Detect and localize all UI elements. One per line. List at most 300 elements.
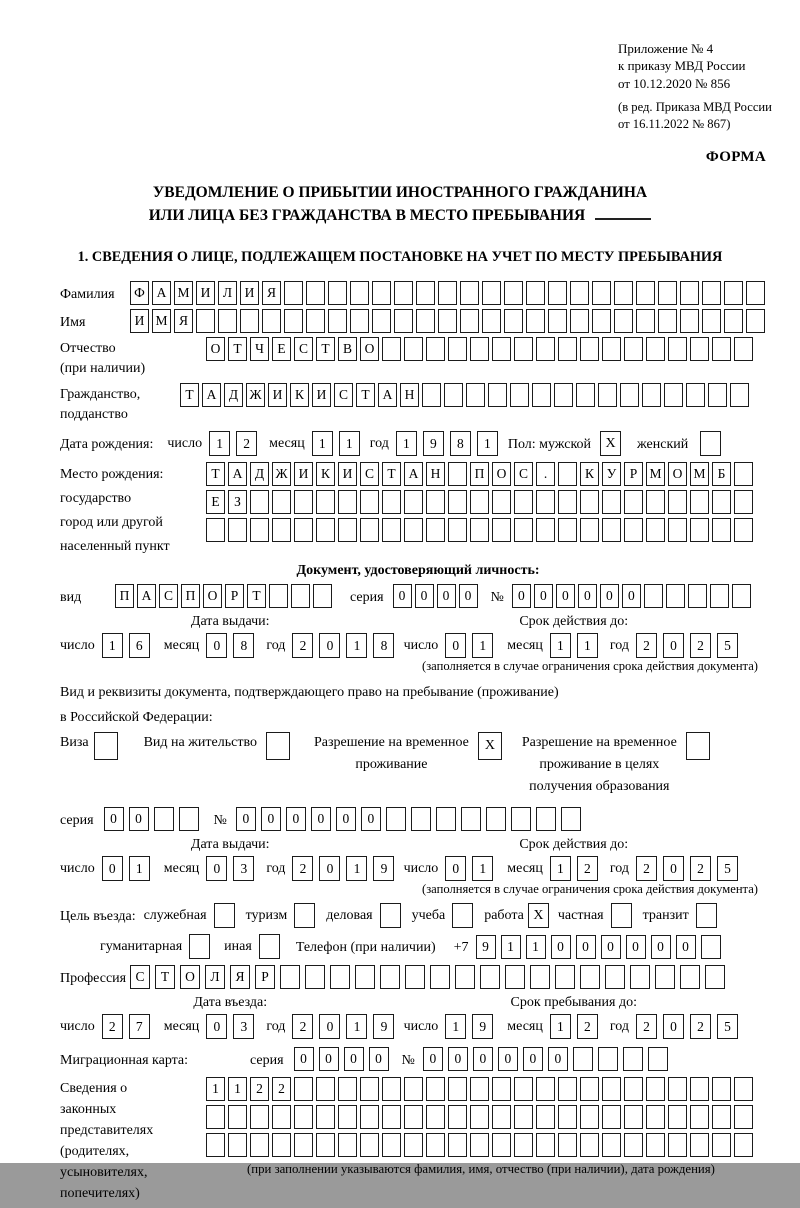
form-cell[interactable] — [554, 383, 573, 407]
form-cell[interactable] — [426, 1105, 445, 1129]
form-cell[interactable]: Л — [205, 965, 225, 989]
form-cell[interactable] — [614, 309, 633, 333]
form-cell[interactable]: Е — [272, 337, 291, 361]
form-cell[interactable] — [262, 309, 281, 333]
form-cell[interactable] — [705, 965, 725, 989]
form-cell[interactable] — [514, 337, 533, 361]
form-cell[interactable]: 1 — [346, 856, 367, 881]
form-cell[interactable] — [724, 309, 743, 333]
form-cell[interactable]: И — [268, 383, 287, 407]
form-cell[interactable] — [620, 383, 639, 407]
form-cell[interactable] — [448, 462, 467, 486]
form-cell[interactable]: Б — [712, 462, 731, 486]
form-cell[interactable] — [486, 807, 506, 831]
form-cell[interactable] — [488, 383, 507, 407]
form-cell[interactable]: Я — [230, 965, 250, 989]
form-cell[interactable] — [206, 518, 225, 542]
form-cell[interactable] — [380, 965, 400, 989]
form-cell[interactable] — [570, 281, 589, 305]
form-cell[interactable]: 2 — [236, 431, 257, 456]
form-cell[interactable] — [404, 490, 423, 514]
form-cell[interactable]: Д — [224, 383, 243, 407]
form-cell[interactable]: Ф — [130, 281, 149, 305]
form-cell[interactable] — [482, 281, 501, 305]
form-cell[interactable]: Ж — [272, 462, 291, 486]
form-cell[interactable]: 3 — [233, 1014, 254, 1039]
form-cell[interactable]: К — [580, 462, 599, 486]
form-cell[interactable]: 0 — [319, 1014, 340, 1039]
form-cell[interactable]: 2 — [102, 1014, 123, 1039]
form-cell[interactable] — [558, 462, 577, 486]
form-cell[interactable] — [316, 1105, 335, 1129]
form-cell[interactable] — [470, 490, 489, 514]
form-cell[interactable] — [269, 584, 288, 608]
form-cell[interactable] — [614, 281, 633, 305]
form-cell[interactable] — [316, 490, 335, 514]
form-cell[interactable] — [598, 1047, 618, 1071]
form-cell[interactable] — [438, 309, 457, 333]
form-cell[interactable] — [404, 337, 423, 361]
form-cell[interactable] — [306, 281, 325, 305]
form-cell[interactable]: М — [174, 281, 193, 305]
checkbox-other[interactable] — [259, 934, 280, 959]
form-cell[interactable]: С — [514, 462, 533, 486]
form-cell[interactable] — [206, 1133, 225, 1157]
form-cell[interactable]: 2 — [292, 856, 313, 881]
form-cell[interactable] — [404, 1133, 423, 1157]
form-cell[interactable] — [426, 1133, 445, 1157]
form-cell[interactable] — [646, 490, 665, 514]
form-cell[interactable] — [355, 965, 375, 989]
form-cell[interactable]: О — [668, 462, 687, 486]
form-cell[interactable] — [734, 462, 753, 486]
form-cell[interactable] — [536, 1077, 555, 1101]
form-cell[interactable] — [514, 490, 533, 514]
form-cell[interactable]: 0 — [600, 584, 619, 608]
form-cell[interactable] — [394, 309, 413, 333]
form-cell[interactable] — [338, 490, 357, 514]
form-cell[interactable]: Н — [426, 462, 445, 486]
form-cell[interactable] — [284, 309, 303, 333]
form-cell[interactable] — [624, 337, 643, 361]
checkbox-residence-permit[interactable] — [266, 732, 290, 760]
form-cell[interactable] — [573, 1047, 593, 1071]
form-cell[interactable] — [668, 1133, 687, 1157]
form-cell[interactable]: С — [334, 383, 353, 407]
form-cell[interactable] — [576, 383, 595, 407]
form-cell[interactable] — [710, 584, 729, 608]
form-cell[interactable] — [250, 1133, 269, 1157]
form-cell[interactable] — [294, 1105, 313, 1129]
form-cell[interactable]: 0 — [445, 856, 466, 881]
form-cell[interactable]: 1 — [501, 935, 521, 959]
form-cell[interactable]: 0 — [415, 584, 434, 608]
form-cell[interactable] — [218, 309, 237, 333]
form-cell[interactable] — [504, 309, 523, 333]
form-cell[interactable]: 0 — [445, 633, 466, 658]
form-cell[interactable]: 3 — [233, 856, 254, 881]
form-cell[interactable] — [580, 490, 599, 514]
form-cell[interactable] — [558, 490, 577, 514]
form-cell[interactable] — [664, 383, 683, 407]
form-cell[interactable]: У — [602, 462, 621, 486]
form-cell[interactable]: 0 — [663, 1014, 684, 1039]
form-cell[interactable] — [636, 281, 655, 305]
form-cell[interactable] — [426, 337, 445, 361]
form-cell[interactable]: 0 — [651, 935, 671, 959]
checkbox-study[interactable] — [452, 903, 473, 928]
form-cell[interactable]: А — [228, 462, 247, 486]
form-cell[interactable]: 0 — [236, 807, 256, 831]
form-cell[interactable]: Т — [356, 383, 375, 407]
form-cell[interactable] — [558, 1077, 577, 1101]
form-cell[interactable] — [530, 965, 550, 989]
form-cell[interactable] — [360, 490, 379, 514]
form-cell[interactable] — [436, 807, 456, 831]
form-cell[interactable] — [702, 281, 721, 305]
form-cell[interactable]: 2 — [577, 1014, 598, 1039]
form-cell[interactable]: 0 — [286, 807, 306, 831]
form-cell[interactable] — [624, 490, 643, 514]
form-cell[interactable]: 2 — [636, 856, 657, 881]
form-cell[interactable]: 0 — [601, 935, 621, 959]
form-cell[interactable] — [690, 1077, 709, 1101]
checkbox-temp-residence-education[interactable] — [686, 732, 710, 760]
form-cell[interactable]: К — [316, 462, 335, 486]
form-cell[interactable]: Т — [247, 584, 266, 608]
form-cell[interactable] — [602, 1105, 621, 1129]
form-cell[interactable] — [394, 281, 413, 305]
form-cell[interactable]: 0 — [361, 807, 381, 831]
form-cell[interactable] — [602, 1133, 621, 1157]
form-cell[interactable] — [470, 337, 489, 361]
form-cell[interactable] — [646, 337, 665, 361]
form-cell[interactable]: Т — [206, 462, 225, 486]
checkbox-female[interactable] — [700, 431, 721, 456]
form-cell[interactable]: 0 — [548, 1047, 568, 1071]
form-cell[interactable] — [480, 965, 500, 989]
form-cell[interactable]: 0 — [102, 856, 123, 881]
form-cell[interactable] — [658, 309, 677, 333]
form-cell[interactable]: Н — [400, 383, 419, 407]
form-cell[interactable] — [448, 490, 467, 514]
form-cell[interactable] — [570, 309, 589, 333]
form-cell[interactable] — [514, 1133, 533, 1157]
form-cell[interactable]: 0 — [336, 807, 356, 831]
form-cell[interactable] — [605, 965, 625, 989]
form-cell[interactable] — [536, 490, 555, 514]
form-cell[interactable] — [416, 309, 435, 333]
form-cell[interactable]: 0 — [319, 633, 340, 658]
form-cell[interactable]: 0 — [663, 633, 684, 658]
form-cell[interactable]: Т — [180, 383, 199, 407]
form-cell[interactable] — [558, 518, 577, 542]
form-cell[interactable]: Д — [250, 462, 269, 486]
form-cell[interactable]: 1 — [312, 431, 333, 456]
form-cell[interactable] — [430, 965, 450, 989]
form-cell[interactable] — [712, 1077, 731, 1101]
form-cell[interactable] — [460, 309, 479, 333]
form-cell[interactable] — [646, 518, 665, 542]
form-cell[interactable] — [250, 1105, 269, 1129]
form-cell[interactable] — [196, 309, 215, 333]
form-cell[interactable] — [360, 1133, 379, 1157]
form-cell[interactable] — [658, 281, 677, 305]
form-cell[interactable]: 7 — [129, 1014, 150, 1039]
form-cell[interactable] — [206, 1105, 225, 1129]
form-cell[interactable] — [580, 965, 600, 989]
form-cell[interactable]: 1 — [472, 633, 493, 658]
form-cell[interactable] — [306, 309, 325, 333]
form-cell[interactable] — [558, 337, 577, 361]
form-cell[interactable] — [250, 490, 269, 514]
form-cell[interactable] — [734, 490, 753, 514]
form-cell[interactable]: О — [206, 337, 225, 361]
form-cell[interactable] — [179, 807, 199, 831]
form-cell[interactable] — [746, 281, 765, 305]
form-cell[interactable] — [555, 965, 575, 989]
form-cell[interactable] — [272, 1105, 291, 1129]
form-cell[interactable]: Р — [624, 462, 643, 486]
form-cell[interactable] — [668, 518, 687, 542]
form-cell[interactable]: П — [181, 584, 200, 608]
form-cell[interactable]: . — [536, 462, 555, 486]
form-cell[interactable] — [514, 1105, 533, 1129]
form-cell[interactable]: 0 — [369, 1047, 389, 1071]
form-cell[interactable] — [382, 490, 401, 514]
form-cell[interactable] — [492, 1105, 511, 1129]
form-cell[interactable]: 0 — [261, 807, 281, 831]
form-cell[interactable] — [448, 1077, 467, 1101]
form-cell[interactable] — [510, 383, 529, 407]
form-cell[interactable] — [580, 1077, 599, 1101]
form-cell[interactable] — [350, 309, 369, 333]
form-cell[interactable]: 1 — [102, 633, 123, 658]
checkbox-humanitarian[interactable] — [189, 934, 210, 959]
form-cell[interactable] — [624, 1105, 643, 1129]
form-cell[interactable] — [536, 337, 555, 361]
form-cell[interactable]: И — [294, 462, 313, 486]
form-cell[interactable] — [668, 1105, 687, 1129]
form-cell[interactable] — [598, 383, 617, 407]
form-cell[interactable]: 0 — [622, 584, 641, 608]
form-cell[interactable]: О — [203, 584, 222, 608]
form-cell[interactable] — [734, 1105, 753, 1129]
form-cell[interactable] — [580, 1105, 599, 1129]
form-cell[interactable] — [405, 965, 425, 989]
form-cell[interactable] — [382, 1077, 401, 1101]
form-cell[interactable] — [668, 337, 687, 361]
form-cell[interactable] — [272, 490, 291, 514]
form-cell[interactable] — [602, 1077, 621, 1101]
form-cell[interactable]: 1 — [339, 431, 360, 456]
form-cell[interactable] — [646, 1105, 665, 1129]
form-cell[interactable]: 1 — [346, 633, 367, 658]
form-cell[interactable]: П — [115, 584, 134, 608]
form-cell[interactable] — [536, 1133, 555, 1157]
form-cell[interactable]: Ж — [246, 383, 265, 407]
form-cell[interactable]: 1 — [577, 633, 598, 658]
form-cell[interactable]: И — [240, 281, 259, 305]
form-cell[interactable]: 5 — [717, 633, 738, 658]
form-cell[interactable] — [316, 1133, 335, 1157]
form-cell[interactable] — [382, 1133, 401, 1157]
form-cell[interactable] — [492, 518, 511, 542]
form-cell[interactable] — [734, 1133, 753, 1157]
form-cell[interactable]: 0 — [523, 1047, 543, 1071]
form-cell[interactable]: А — [137, 584, 156, 608]
form-cell[interactable]: К — [290, 383, 309, 407]
form-cell[interactable]: 0 — [104, 807, 124, 831]
form-cell[interactable] — [313, 584, 332, 608]
form-cell[interactable] — [426, 490, 445, 514]
form-cell[interactable]: 1 — [472, 856, 493, 881]
form-cell[interactable]: 0 — [206, 856, 227, 881]
form-cell[interactable]: 0 — [551, 935, 571, 959]
form-cell[interactable]: Ч — [250, 337, 269, 361]
checkbox-official[interactable] — [214, 903, 235, 928]
form-cell[interactable] — [526, 281, 545, 305]
form-cell[interactable] — [536, 1105, 555, 1129]
form-cell[interactable] — [330, 965, 350, 989]
form-cell[interactable] — [372, 309, 391, 333]
form-cell[interactable]: 9 — [476, 935, 496, 959]
form-cell[interactable] — [548, 309, 567, 333]
form-cell[interactable] — [602, 490, 621, 514]
form-cell[interactable]: И — [312, 383, 331, 407]
form-cell[interactable] — [360, 1105, 379, 1129]
form-cell[interactable] — [668, 490, 687, 514]
form-cell[interactable]: Р — [255, 965, 275, 989]
form-cell[interactable] — [686, 383, 705, 407]
form-cell[interactable]: И — [196, 281, 215, 305]
form-cell[interactable] — [680, 965, 700, 989]
form-cell[interactable] — [561, 807, 581, 831]
form-cell[interactable] — [338, 1133, 357, 1157]
form-cell[interactable]: Л — [218, 281, 237, 305]
form-cell[interactable] — [526, 309, 545, 333]
form-cell[interactable] — [382, 518, 401, 542]
form-cell[interactable] — [712, 490, 731, 514]
checkbox-male[interactable]: X — [600, 431, 621, 456]
form-cell[interactable]: Т — [228, 337, 247, 361]
form-cell[interactable] — [630, 965, 650, 989]
form-cell[interactable]: С — [159, 584, 178, 608]
form-cell[interactable]: В — [338, 337, 357, 361]
form-cell[interactable]: 8 — [450, 431, 471, 456]
form-cell[interactable] — [426, 518, 445, 542]
form-cell[interactable] — [602, 518, 621, 542]
form-cell[interactable]: Р — [225, 584, 244, 608]
form-cell[interactable] — [592, 309, 611, 333]
form-cell[interactable] — [712, 337, 731, 361]
form-cell[interactable]: 0 — [206, 1014, 227, 1039]
form-cell[interactable]: 2 — [690, 856, 711, 881]
form-cell[interactable]: 0 — [423, 1047, 443, 1071]
form-cell[interactable]: 2 — [250, 1077, 269, 1101]
form-cell[interactable]: И — [338, 462, 357, 486]
form-cell[interactable] — [470, 518, 489, 542]
form-cell[interactable] — [461, 807, 481, 831]
form-cell[interactable] — [514, 1077, 533, 1101]
form-cell[interactable]: З — [228, 490, 247, 514]
form-cell[interactable]: 0 — [663, 856, 684, 881]
form-cell[interactable]: О — [360, 337, 379, 361]
form-cell[interactable]: 0 — [294, 1047, 314, 1071]
form-cell[interactable] — [338, 518, 357, 542]
form-cell[interactable] — [648, 1047, 668, 1071]
form-cell[interactable]: 8 — [373, 633, 394, 658]
form-cell[interactable] — [592, 281, 611, 305]
form-cell[interactable]: Я — [262, 281, 281, 305]
form-cell[interactable] — [580, 518, 599, 542]
form-cell[interactable]: 0 — [512, 584, 531, 608]
form-cell[interactable] — [558, 1133, 577, 1157]
form-cell[interactable] — [228, 1105, 247, 1129]
form-cell[interactable] — [492, 337, 511, 361]
form-cell[interactable]: 0 — [344, 1047, 364, 1071]
form-cell[interactable] — [690, 490, 709, 514]
form-cell[interactable]: 0 — [534, 584, 553, 608]
form-cell[interactable] — [372, 281, 391, 305]
form-cell[interactable] — [316, 518, 335, 542]
form-cell[interactable] — [455, 965, 475, 989]
form-cell[interactable]: 1 — [129, 856, 150, 881]
form-cell[interactable] — [492, 1077, 511, 1101]
form-cell[interactable] — [734, 1077, 753, 1101]
form-cell[interactable] — [154, 807, 174, 831]
form-cell[interactable]: 0 — [576, 935, 596, 959]
form-cell[interactable]: 2 — [690, 1014, 711, 1039]
form-cell[interactable]: И — [130, 309, 149, 333]
form-cell[interactable]: О — [180, 965, 200, 989]
form-cell[interactable] — [294, 518, 313, 542]
form-cell[interactable] — [466, 383, 485, 407]
form-cell[interactable]: 0 — [448, 1047, 468, 1071]
form-cell[interactable]: А — [404, 462, 423, 486]
form-cell[interactable] — [514, 518, 533, 542]
form-cell[interactable] — [580, 337, 599, 361]
form-cell[interactable] — [305, 965, 325, 989]
form-cell[interactable]: Т — [382, 462, 401, 486]
form-cell[interactable]: 1 — [550, 633, 571, 658]
form-cell[interactable]: 0 — [578, 584, 597, 608]
form-cell[interactable] — [422, 383, 441, 407]
form-cell[interactable]: 5 — [717, 856, 738, 881]
form-cell[interactable]: 1 — [526, 935, 546, 959]
form-cell[interactable]: 8 — [233, 633, 254, 658]
form-cell[interactable] — [712, 1105, 731, 1129]
form-cell[interactable]: 0 — [626, 935, 646, 959]
form-cell[interactable]: 2 — [577, 856, 598, 881]
form-cell[interactable]: 2 — [636, 633, 657, 658]
form-cell[interactable] — [404, 1105, 423, 1129]
form-cell[interactable] — [505, 965, 525, 989]
form-cell[interactable] — [536, 518, 555, 542]
form-cell[interactable] — [316, 1077, 335, 1101]
form-cell[interactable] — [448, 1133, 467, 1157]
form-cell[interactable] — [623, 1047, 643, 1071]
form-cell[interactable] — [690, 1133, 709, 1157]
form-cell[interactable]: 6 — [129, 633, 150, 658]
form-cell[interactable] — [280, 965, 300, 989]
form-cell[interactable]: 5 — [717, 1014, 738, 1039]
checkbox-work[interactable]: X — [528, 903, 549, 928]
form-cell[interactable]: Т — [316, 337, 335, 361]
form-cell[interactable] — [536, 807, 556, 831]
form-cell[interactable]: 0 — [556, 584, 575, 608]
form-cell[interactable] — [734, 337, 753, 361]
